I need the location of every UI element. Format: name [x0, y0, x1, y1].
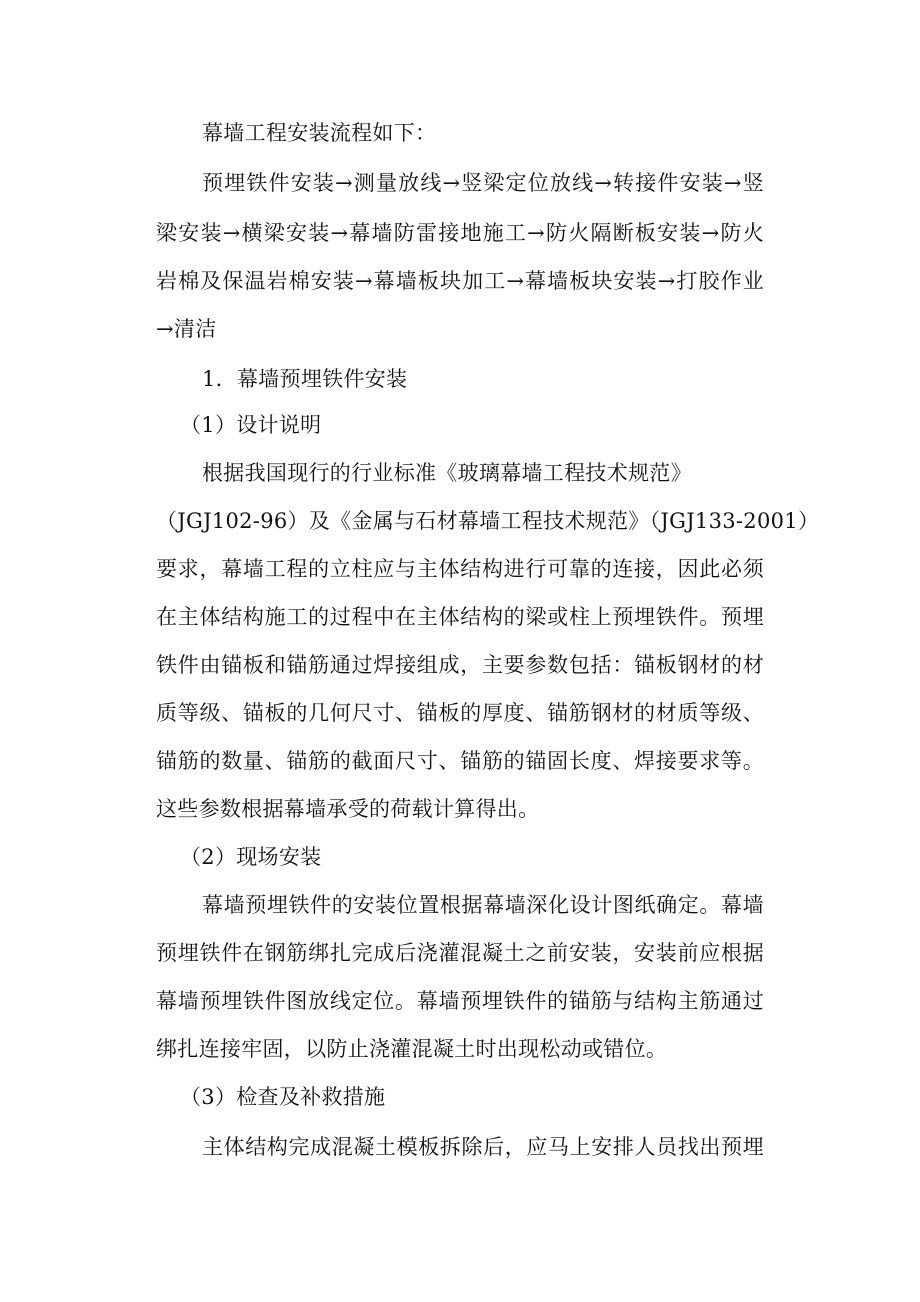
flow-line-4: →清洁: [156, 317, 217, 341]
flow-line-2: 梁安装→横梁安装→幕墙防雷接地施工→防火隔断板安装→防火: [156, 221, 764, 245]
para-1-line-6: 质等级、锚板的几何尺寸、锚板的厚度、锚筋钢材的材质等级、: [156, 701, 764, 725]
para-1-line-7: 锚筋的数量、锚筋的截面尺寸、锚筋的锚固长度、焊接要求等。: [156, 749, 764, 773]
subsection-1-heading: （1）设计说明: [180, 413, 322, 437]
para-3-line-1: 主体结构完成混凝土模板拆除后，应马上安排人员找出预埋: [202, 1135, 764, 1159]
intro-heading: 幕墙工程安装流程如下：: [202, 121, 437, 145]
para-1-line-5: 铁件由锚板和锚筋通过焊接组成，主要参数包括：锚板钢材的材: [156, 653, 764, 677]
para-2-line-2: 预埋铁件在钢筋绑扎完成后浇灌混凝土之前安装，安装前应根据: [156, 941, 764, 965]
flow-line-3: 岩棉及保温岩棉安装→幕墙板块加工→幕墙板块安装→打胶作业: [156, 269, 764, 293]
subsection-2-heading: （2）现场安装: [180, 845, 322, 869]
section-1-heading: 1．幕墙预埋铁件安装: [202, 367, 408, 391]
para-1-line-2: （JGJ102-96）及《金属与石材幕墙工程技术规范》（JGJ133-2001）: [156, 509, 820, 533]
para-2-line-3: 幕墙预埋铁件图放线定位。幕墙预埋铁件的锚筋与结构主筋通过: [156, 989, 764, 1013]
para-2-line-1: 幕墙预埋铁件的安装位置根据幕墙深化设计图纸确定。幕墙: [202, 893, 764, 917]
subsection-3-heading: （3）检查及补救措施: [180, 1085, 386, 1109]
para-1-line-4: 在主体结构施工的过程中在主体结构的梁或柱上预埋铁件。预埋: [156, 605, 764, 629]
para-2-line-4: 绑扎连接牢固，以防止浇灌混凝土时出现松动或错位。: [156, 1037, 668, 1061]
flow-line-1: 预埋铁件安装→测量放线→竖梁定位放线→转接件安装→竖: [202, 171, 764, 195]
para-1-line-1: 根据我国现行的行业标准《玻璃幕墙工程技术规范》: [202, 461, 692, 485]
para-1-line-3: 要求，幕墙工程的立柱应与主体结构进行可靠的连接，因此必须: [156, 557, 764, 581]
para-1-line-8: 这些参数根据幕墙承受的荷载计算得出。: [156, 797, 540, 821]
